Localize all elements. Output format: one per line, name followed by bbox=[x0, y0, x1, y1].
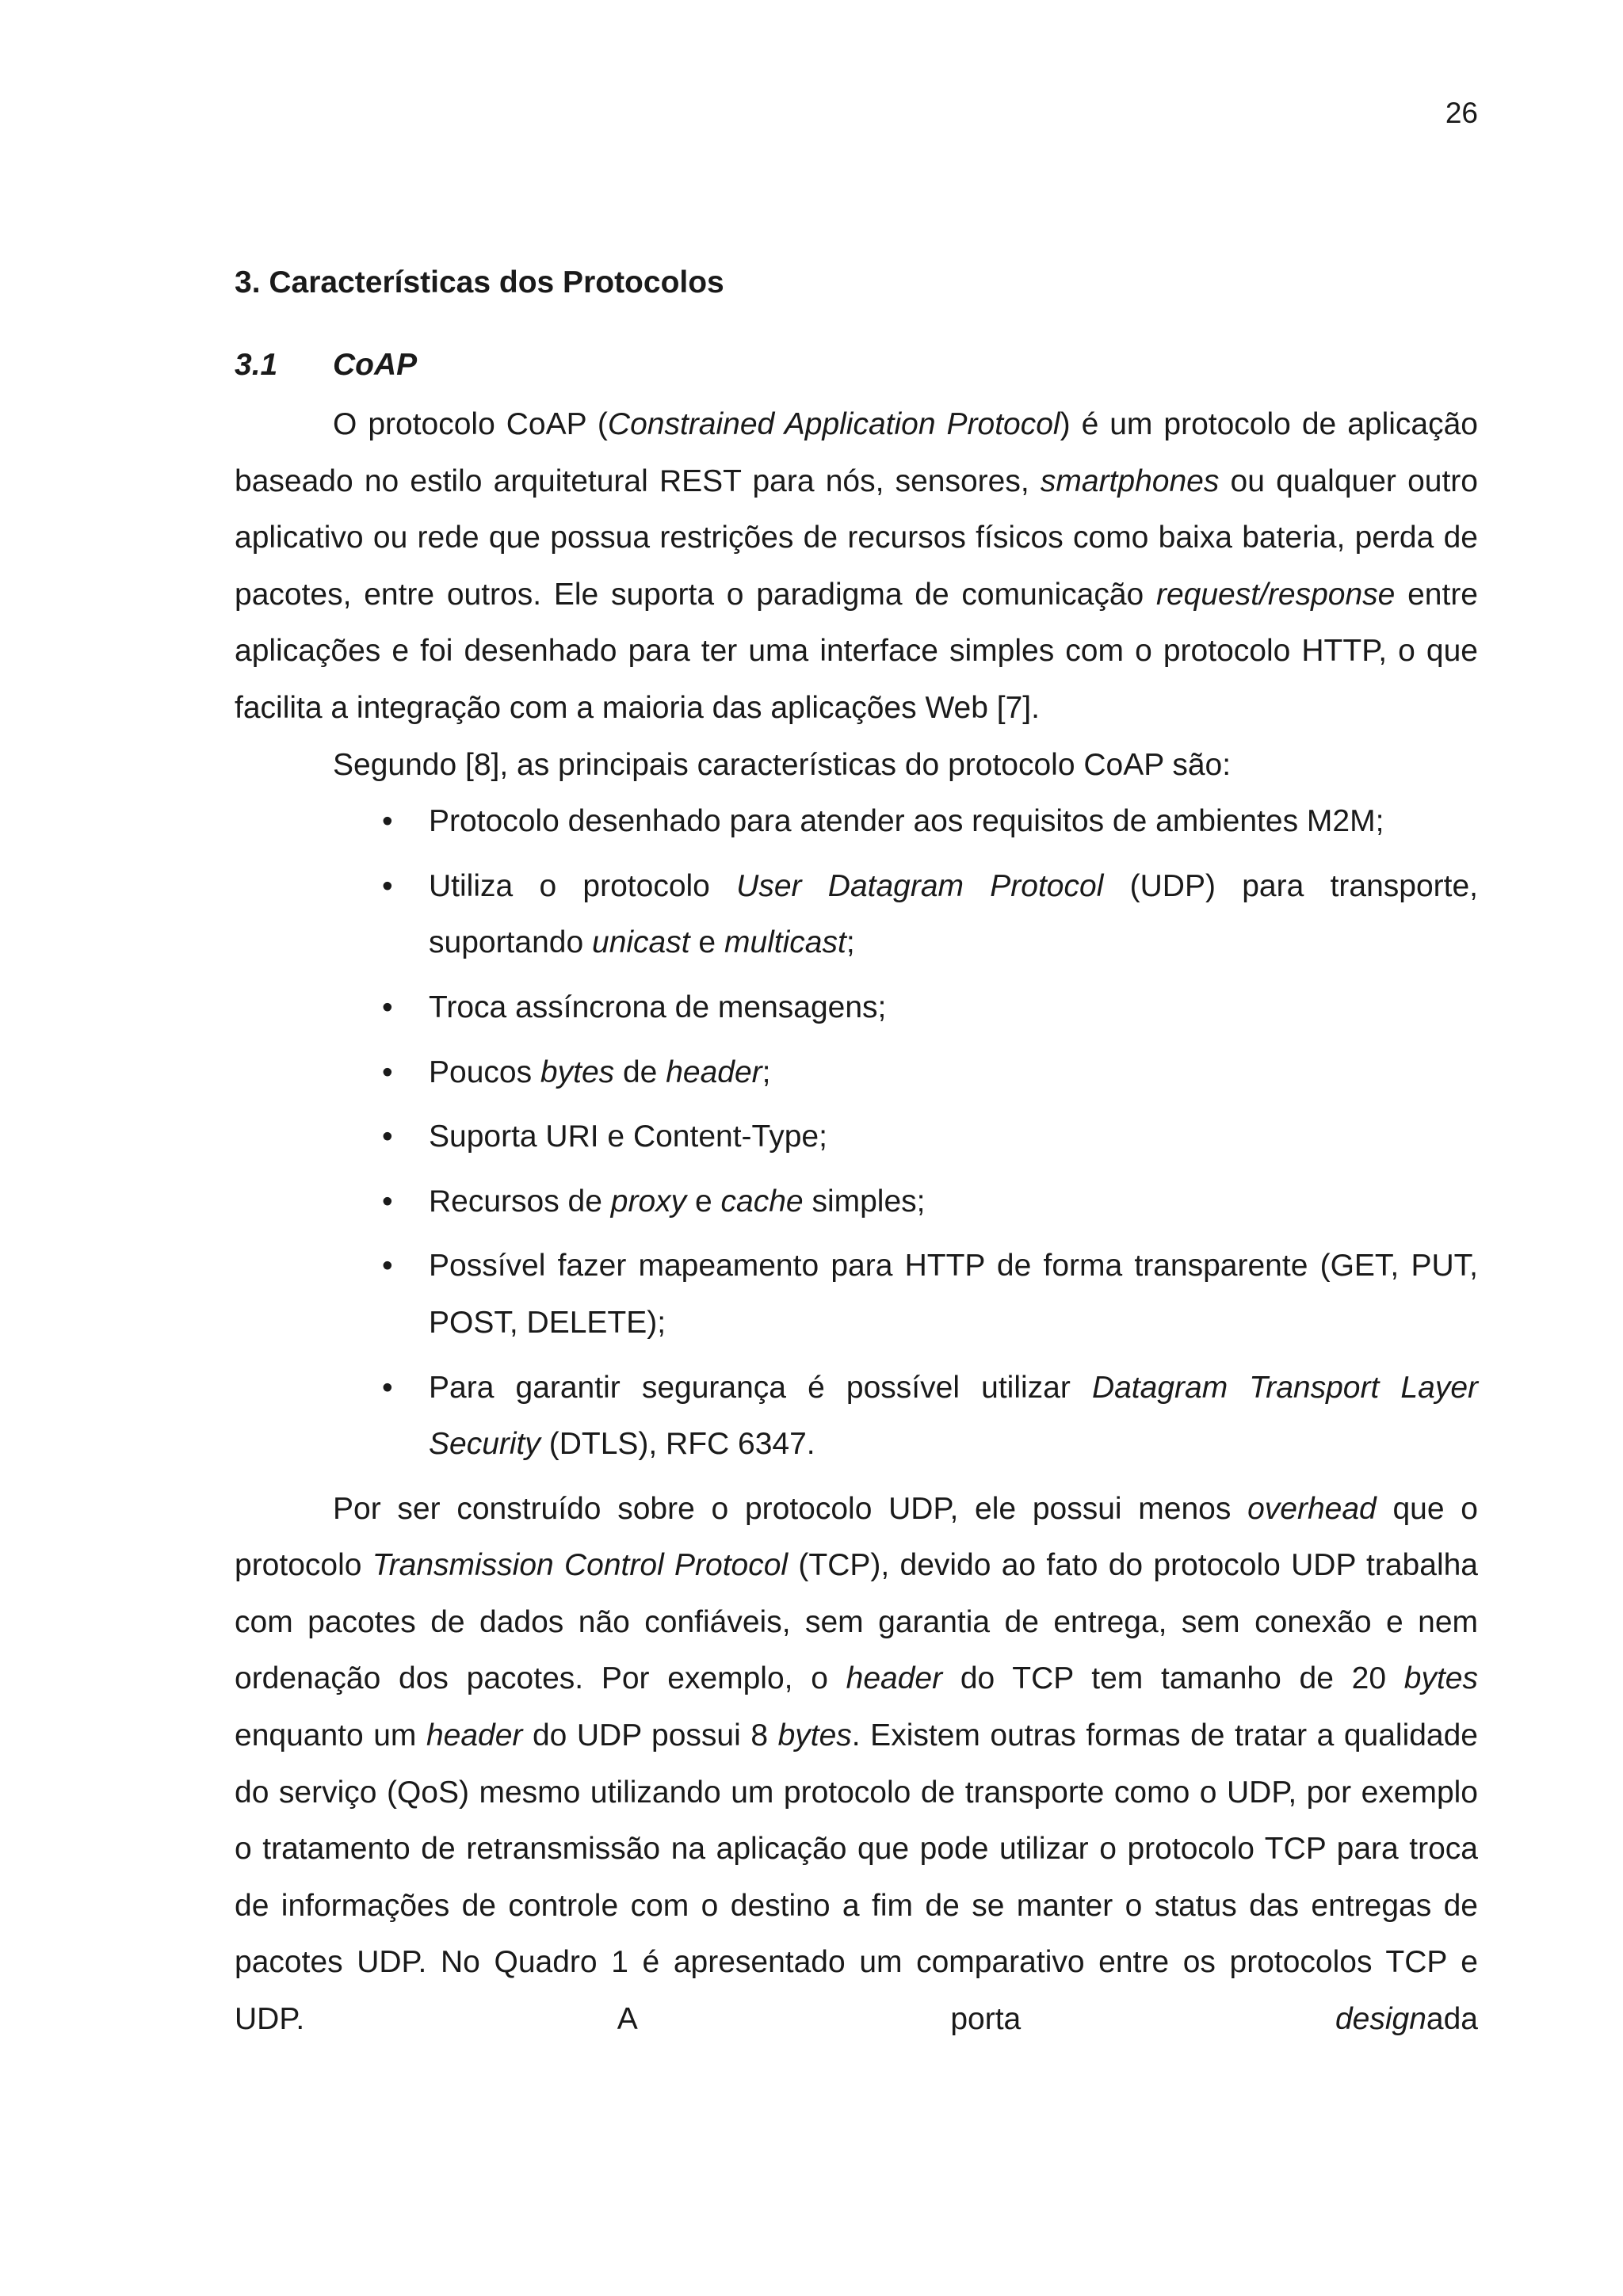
bullet-icon: • bbox=[382, 1119, 393, 1154]
features-list bbox=[235, 793, 1478, 1473]
text-run: (TCP), devido ao fato do protocolo UDP trabalha com pacotes de dados não confiáveis, sem garantia de entrega, sem conexão e nem ordenação dos pacotes. Por exemplo, o bbox=[235, 1548, 1478, 1696]
text-run: enquanto um bbox=[235, 1718, 426, 1753]
lead-paragraph bbox=[235, 737, 1478, 794]
bullet-icon: • bbox=[382, 1249, 393, 1283]
text-run: Protocolo desenhado para atender aos requisitos de ambientes M2M; bbox=[429, 804, 1384, 839]
bullet-icon: • bbox=[382, 1370, 393, 1405]
list-item bbox=[235, 1044, 1478, 1101]
italic-text: Datagram Transport Layer Security bbox=[429, 1370, 1478, 1462]
section-name: CoAP bbox=[333, 348, 418, 382]
text-run: entre aplicações e foi desenhado para ter uma interface simples com o protocolo HTTP, o que facilita a integração com a maioria das aplicações Web [7]. bbox=[235, 577, 1478, 725]
text-run: ada bbox=[1426, 2002, 1478, 2037]
chapter-title: 3. Características dos Protocolos bbox=[235, 265, 724, 299]
bullet-icon: • bbox=[382, 1184, 393, 1219]
italic-text: bytes bbox=[1403, 1661, 1478, 1696]
list-item-text bbox=[429, 1055, 770, 1089]
intro-paragraph bbox=[235, 396, 1478, 737]
text-run: ) é um protocolo de aplicação baseado no estilo arquitetural REST para nós, sensores, bbox=[235, 407, 1478, 498]
italic-text: Constrained Application Protocol bbox=[607, 407, 1060, 441]
list-item bbox=[235, 979, 1478, 1036]
italic-text: header bbox=[846, 1661, 943, 1696]
text-run: que o protocolo bbox=[235, 1491, 1479, 1583]
page-number: 26 bbox=[1445, 97, 1478, 129]
list-item bbox=[235, 1108, 1478, 1165]
italic-text: header bbox=[666, 1055, 762, 1089]
text-run: Suporta URI e Content-Type; bbox=[429, 1119, 827, 1154]
text-run: do TCP tem tamanho de 20 bbox=[942, 1661, 1404, 1696]
italic-text: header bbox=[426, 1718, 523, 1753]
list-item bbox=[235, 858, 1478, 971]
text-run: ; bbox=[846, 925, 855, 960]
text-run: ; bbox=[762, 1055, 771, 1089]
text-run: Segundo [8], as principais características do protocolo CoAP são: bbox=[333, 747, 1232, 782]
text-run: Possível fazer mapeamento para HTTP de forma transparente (GET, PUT, POST, DELETE); bbox=[429, 1249, 1478, 1340]
italic-text: bytes bbox=[777, 1718, 852, 1753]
text-run: de bbox=[614, 1055, 666, 1089]
text-run: simples; bbox=[803, 1184, 926, 1219]
section-number: 3.1 bbox=[235, 348, 278, 382]
text-run: . Existem outras formas de tratar a qualidade do serviço (QoS) mesmo utilizando um protocolo de transporte como o UDP, por exemplo o tratamento de retransmissão na aplicação que pode utilizar o protocolo TCP para troca de informações de controle com o destino a fim de se manter o status das entregas de pacotes UDP. No Quadro 1 é apresentado um comparativo entre os protocolos TCP e UDP. A porta bbox=[235, 1718, 1478, 2037]
text-run: (UDP) para transporte, suportando bbox=[429, 868, 1478, 960]
text-run: e bbox=[686, 1184, 721, 1219]
list-item-text bbox=[429, 990, 886, 1024]
document-body bbox=[235, 263, 1478, 2048]
text-run: Poucos bbox=[429, 1055, 540, 1089]
list-item bbox=[235, 1173, 1478, 1230]
italic-text: User Datagram Protocol bbox=[736, 868, 1104, 903]
list-item bbox=[235, 1360, 1478, 1473]
text-run: ou qualquer outro aplicativo ou rede que possua restrições de recursos físicos como baixa bateria, perda de pacotes, entre outros. Ele suporta o paradigma de comunicação bbox=[235, 463, 1478, 612]
text-run: Troca assíncrona de mensagens; bbox=[429, 990, 887, 1024]
bullet-icon: • bbox=[382, 804, 393, 839]
italic-text: cache bbox=[720, 1184, 804, 1219]
italic-text: proxy bbox=[610, 1184, 687, 1219]
italic-text: smartphones bbox=[1040, 463, 1220, 498]
italic-text: request/response bbox=[1155, 577, 1396, 612]
italic-text: bytes bbox=[540, 1055, 615, 1089]
list-item-text bbox=[429, 1119, 827, 1154]
text-run: e bbox=[689, 925, 724, 960]
italic-text: Transmission Control Protocol bbox=[372, 1548, 789, 1583]
list-item-text bbox=[429, 1249, 1478, 1340]
list-item-text bbox=[429, 1184, 925, 1219]
text-run: O protocolo CoAP ( bbox=[333, 407, 608, 441]
list-item bbox=[235, 793, 1478, 850]
closing-paragraph bbox=[235, 1481, 1478, 2048]
text-run: Utiliza o protocolo bbox=[429, 868, 737, 903]
text-run: (DTLS), RFC 6347. bbox=[540, 1427, 815, 1462]
list-item-text bbox=[429, 804, 1384, 838]
text-run: Recursos de bbox=[429, 1184, 611, 1219]
italic-text: overhead bbox=[1247, 1491, 1377, 1526]
bullet-icon: • bbox=[382, 990, 393, 1024]
list-item bbox=[235, 1238, 1478, 1351]
bullet-icon: • bbox=[382, 1055, 393, 1089]
text-run: Por ser construído sobre o protocolo UDP, ele possui menos bbox=[333, 1491, 1248, 1526]
italic-text: design bbox=[1335, 2002, 1426, 2037]
list-item-text bbox=[429, 869, 1478, 960]
text-run: do UDP possui 8 bbox=[522, 1718, 778, 1753]
list-item-text bbox=[429, 1371, 1478, 1462]
bullet-icon: • bbox=[382, 868, 393, 903]
section-title bbox=[235, 345, 1478, 385]
text-run: Para garantir segurança é possível utilizar bbox=[429, 1370, 1092, 1405]
italic-text: multicast bbox=[724, 925, 846, 960]
italic-text: unicast bbox=[592, 925, 690, 960]
